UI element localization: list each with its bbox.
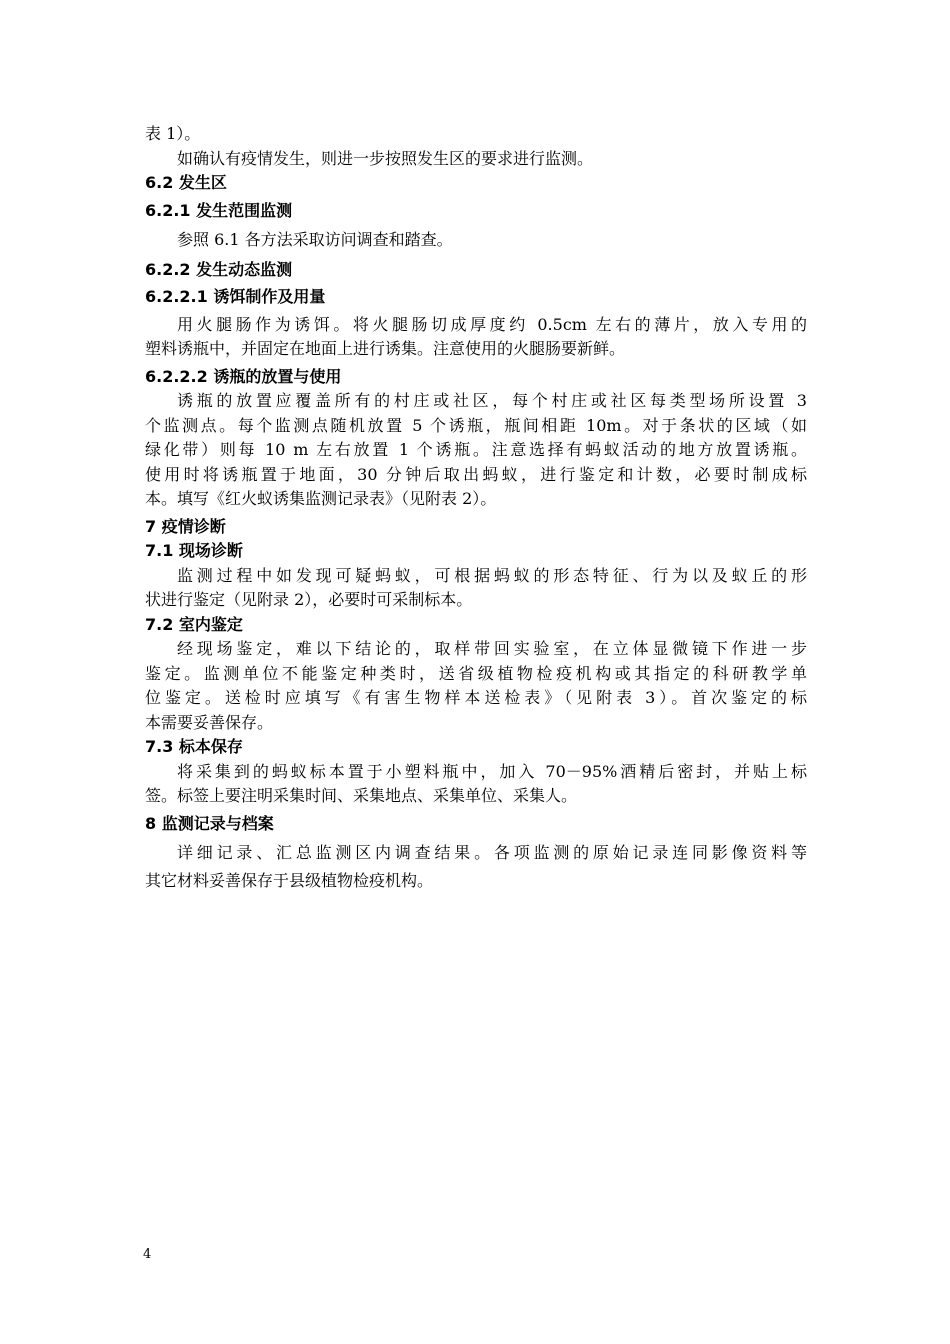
page-number: 4	[143, 1247, 152, 1262]
text-line: 塑料诱瓶中，并固定在地面上进行诱集。注意使用的火腿肠要新鲜。	[145, 339, 626, 358]
text-line: 鉴定。监测单位不能鉴定种类时，送省级植物检疫机构或其指定的科研教学单	[145, 663, 807, 683]
text-line: 将采集到的蚂蚁标本置于小塑料瓶中，加入 70－95%酒精后密封，并贴上标	[177, 761, 807, 781]
text-line: 经现场鉴定，难以下结论的，取样带回实验室，在立体显微镜下作进一步	[177, 639, 807, 658]
subsection-heading: 7.1 现场诊断	[145, 541, 243, 560]
text-line: 其它材料妥善保存于县级植物检疫机构。	[145, 870, 434, 890]
subsection-heading: 6.2.2.2 诱瓶的放置与使用	[145, 366, 342, 386]
document-body	[145, 122, 807, 893]
text-line: 诱瓶的放置应覆盖所有的村庄或社区，每个村庄或社区每类型场所设置 3	[177, 391, 807, 410]
text-line: 表 1）。	[145, 124, 201, 143]
text-line: 位鉴定。送检时应填写《有害生物样本送检表》（见附表 3）。首次鉴定的标	[145, 688, 807, 707]
text-line: 状进行鉴定（见附录 2），必要时可采制标本。	[145, 590, 473, 609]
text-line: 详细记录、汇总监测区内调查结果。各项监测的原始记录连同影像资料等	[177, 843, 807, 862]
text-line: 个监测点。每个监测点随机放置 5 个诱瓶，瓶间相距 10m。对于条状的区域（如	[145, 415, 807, 435]
subsection-heading: 6.2.2 发生动态监测	[145, 259, 293, 279]
text-line: 本。填写《红火蚁诱集监测记录表》（见附表 2）。	[145, 489, 497, 508]
text-line: 本需要妥善保存。	[145, 712, 274, 732]
subsection-heading: 7.3 标本保存	[145, 737, 243, 756]
subsection-heading: 7.2 室内鉴定	[145, 614, 243, 634]
subsection-heading: 6.2.2.1 诱饵制作及用量	[145, 287, 326, 306]
section-heading: 8 监测记录与档案	[145, 813, 274, 833]
section-heading: 6.2 发生区	[145, 173, 227, 192]
text-line: 签。标签上要注明采集时间、采集地点、采集单位、采集人。	[145, 786, 578, 805]
text-line: 用火腿肠作为诱饵。将火腿肠切成厚度约 0.5cm 左右的薄片，放入专用的	[177, 314, 807, 334]
text-line: 参照 6.1 各方法采取访问调查和踏查。	[177, 230, 453, 249]
text-line: 如确认有疫情发生，则进一步按照发生区的要求进行监测。	[177, 148, 594, 168]
subsection-heading: 6.2.1 发生范围监测	[145, 200, 293, 220]
section-heading: 7 疫情诊断	[145, 516, 226, 536]
text-line: 绿化带）则每 10 m 左右放置 1 个诱瓶。注意选择有蚂蚁活动的地方放置诱瓶。	[145, 440, 807, 459]
text-line: 监测过程中如发现可疑蚂蚁，可根据蚂蚁的形态特征、行为以及蚁丘的形	[177, 565, 807, 585]
text-line: 使用时将诱瓶置于地面，30 分钟后取出蚂蚁，进行鉴定和计数，必要时制成标	[145, 464, 807, 484]
